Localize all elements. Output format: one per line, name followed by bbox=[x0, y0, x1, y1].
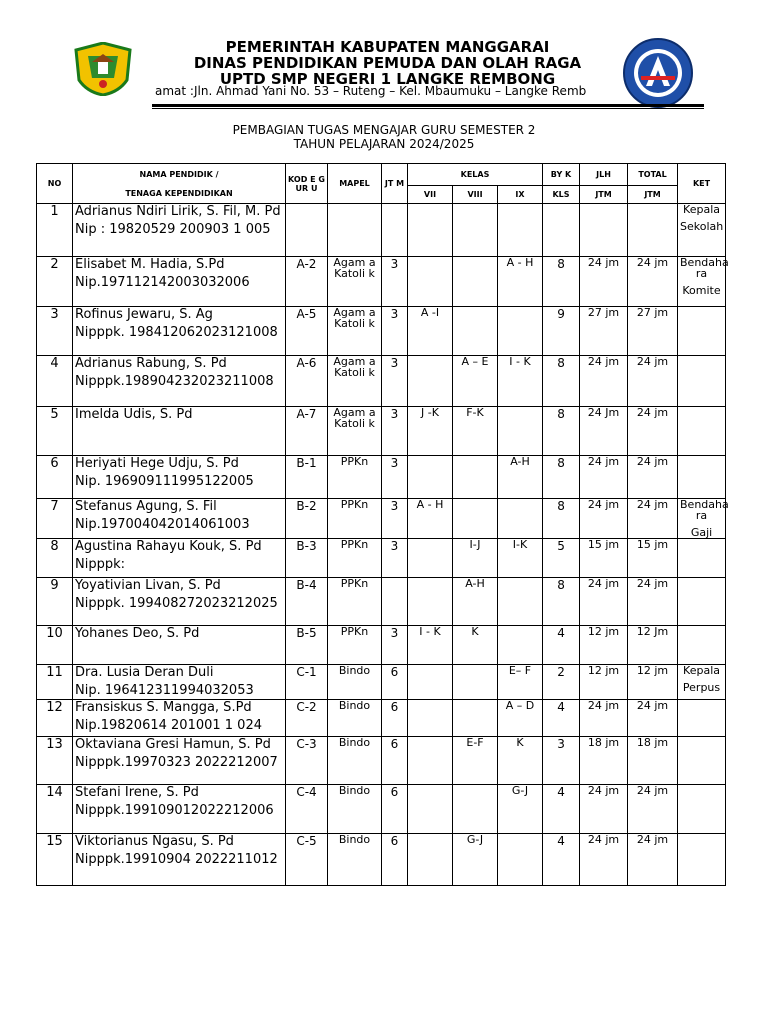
class-count: 4 bbox=[543, 626, 580, 665]
school-emblem-icon bbox=[621, 38, 695, 108]
remarks bbox=[678, 498, 729, 539]
class-vii bbox=[408, 700, 453, 737]
total-hours: 24 jm bbox=[628, 578, 678, 626]
remarks bbox=[678, 407, 726, 456]
class-vii bbox=[408, 665, 453, 700]
total-hours: 24 jm bbox=[628, 456, 678, 499]
teacher-code: A-5 bbox=[286, 307, 328, 356]
teacher-code: B-4 bbox=[286, 578, 328, 626]
teacher-nip: Nip.197004042014061003 bbox=[75, 517, 250, 532]
row-number: 1 bbox=[37, 204, 73, 257]
class-vii bbox=[408, 834, 453, 886]
teacher-name: Agustina Rahayu Kouk, S. Pd bbox=[75, 539, 262, 554]
header-name-line2: TENAGA KEPENDIDIKAN bbox=[125, 188, 233, 198]
remark-line2: Komite bbox=[682, 284, 721, 297]
hours-per-class: 3 bbox=[382, 626, 408, 665]
subject: Bindo bbox=[328, 700, 382, 737]
header-kode: KOD E GUR U bbox=[286, 164, 328, 204]
row-number: 8 bbox=[37, 539, 73, 578]
subject: PPKn bbox=[328, 456, 382, 499]
remarks bbox=[678, 256, 729, 307]
hours-per-class: 6 bbox=[382, 737, 408, 785]
teacher-cell bbox=[73, 307, 286, 356]
header-school-line: UPTD SMP NEGERI 1 LANGKE REMBONG bbox=[219, 70, 556, 88]
remark-line1: Bendaha ra bbox=[680, 256, 729, 280]
class-vii: A -I bbox=[408, 307, 453, 356]
row-number: 13 bbox=[37, 737, 73, 785]
class-ix bbox=[498, 578, 543, 626]
teacher-code: B-2 bbox=[286, 499, 328, 539]
teacher-name: Fransiskus S. Mangga, S.Pd bbox=[75, 700, 252, 715]
row-number: 12 bbox=[37, 700, 73, 737]
header-ket: KET bbox=[678, 164, 726, 204]
hours-per-class: 3 bbox=[382, 307, 408, 356]
remarks bbox=[678, 204, 726, 257]
class-viii bbox=[453, 204, 498, 257]
subject: PPKn bbox=[328, 578, 382, 626]
hours-per-class: 3 bbox=[382, 407, 408, 456]
class-ix bbox=[498, 834, 543, 886]
class-vii bbox=[408, 785, 453, 834]
hours-sum: 24 jm bbox=[580, 834, 628, 886]
remarks bbox=[678, 307, 726, 356]
subject: Agam a Katoli k bbox=[328, 257, 382, 307]
class-ix: G-J bbox=[498, 785, 543, 834]
row-number: 3 bbox=[37, 307, 73, 356]
teacher-cell bbox=[73, 539, 286, 578]
teacher-name: Adrianus Rabung, S. Pd bbox=[75, 356, 227, 371]
table-row bbox=[37, 456, 726, 499]
teacher-name: Dra. Lusia Deran Duli bbox=[75, 665, 214, 680]
class-ix: I-K bbox=[498, 539, 543, 578]
header-mapel: MAPEL bbox=[328, 164, 382, 204]
hours-sum: 12 jm bbox=[580, 665, 628, 700]
class-viii: A-H bbox=[453, 578, 498, 626]
teacher-name: Viktorianus Ngasu, S. Pd bbox=[75, 834, 234, 849]
total-hours: 24 jm bbox=[628, 834, 678, 886]
class-viii bbox=[453, 456, 498, 499]
table-row bbox=[37, 737, 726, 785]
header-name-line1: NAMA PENDIDIK / bbox=[139, 169, 219, 179]
teacher-code: A-2 bbox=[286, 257, 328, 307]
hours-per-class: 3 bbox=[382, 257, 408, 307]
teacher-code: C-1 bbox=[286, 665, 328, 700]
class-count: 8 bbox=[543, 499, 580, 539]
teacher-nip: Nipppk. 199408272023212025 bbox=[75, 596, 278, 611]
remarks bbox=[678, 665, 726, 700]
total-hours: 27 jm bbox=[628, 307, 678, 356]
header-ix: IX bbox=[498, 186, 543, 204]
header-jlh: JLH bbox=[580, 164, 628, 186]
class-count: 2 bbox=[543, 665, 580, 700]
total-hours: 18 jm bbox=[628, 737, 678, 785]
class-ix: E– F bbox=[498, 665, 543, 700]
total-hours bbox=[628, 204, 678, 257]
remarks bbox=[678, 834, 726, 886]
row-number: 2 bbox=[37, 257, 73, 307]
remark-line2: Gaji bbox=[690, 526, 713, 539]
class-count: 4 bbox=[543, 785, 580, 834]
class-count bbox=[543, 204, 580, 257]
class-vii bbox=[408, 578, 453, 626]
teacher-cell bbox=[73, 665, 286, 700]
header-total: TOTAL bbox=[628, 164, 678, 186]
header-kelas: KELAS bbox=[408, 164, 543, 186]
hours-per-class: 6 bbox=[382, 785, 408, 834]
teacher-cell bbox=[73, 257, 286, 307]
hours-sum: 12 jm bbox=[580, 626, 628, 665]
subject: Bindo bbox=[328, 834, 382, 886]
teaching-assignment-table bbox=[36, 163, 729, 886]
hours-per-class: 3 bbox=[382, 356, 408, 407]
header-rule-thick bbox=[152, 104, 704, 107]
remarks bbox=[678, 785, 726, 834]
teacher-cell bbox=[73, 204, 286, 257]
class-ix bbox=[498, 499, 543, 539]
class-vii bbox=[408, 456, 453, 499]
row-number: 6 bbox=[37, 456, 73, 499]
class-ix bbox=[498, 407, 543, 456]
class-ix: A – D bbox=[498, 700, 543, 737]
table-row bbox=[37, 204, 726, 257]
table-row bbox=[37, 700, 726, 737]
row-number: 14 bbox=[37, 785, 73, 834]
class-vii: I - K bbox=[408, 626, 453, 665]
remarks bbox=[678, 539, 726, 578]
hours-per-class: 3 bbox=[382, 539, 408, 578]
total-hours: 24 jm bbox=[628, 407, 678, 456]
class-viii bbox=[453, 665, 498, 700]
remarks bbox=[678, 737, 726, 785]
row-number: 7 bbox=[37, 499, 73, 539]
header-byk-kls: KLS bbox=[543, 186, 580, 204]
class-viii: E-F bbox=[453, 737, 498, 785]
teacher-code: C-4 bbox=[286, 785, 328, 834]
teacher-cell bbox=[73, 499, 286, 539]
class-ix: I - K bbox=[498, 356, 543, 407]
document-subtitle: TAHUN PELAJARAN 2024/2025 bbox=[293, 137, 475, 151]
subject: Bindo bbox=[328, 785, 382, 834]
header-no: NO bbox=[37, 164, 73, 204]
table-row bbox=[37, 665, 726, 700]
table-row bbox=[37, 307, 726, 356]
hours-per-class bbox=[382, 578, 408, 626]
class-viii bbox=[453, 700, 498, 737]
hours-sum: 24 jm bbox=[580, 785, 628, 834]
remarks bbox=[678, 700, 726, 737]
row-number: 11 bbox=[37, 665, 73, 700]
class-count: 4 bbox=[543, 834, 580, 886]
header-name bbox=[73, 164, 286, 204]
subject: Agam a Katoli k bbox=[328, 307, 382, 356]
teacher-code bbox=[286, 204, 328, 257]
header-government-line: PEMERINTAH KABUPATEN MANGGARAI bbox=[225, 38, 550, 56]
class-ix bbox=[498, 626, 543, 665]
hours-per-class: 6 bbox=[382, 700, 408, 737]
header-jlh-jtm: JTM bbox=[580, 186, 628, 204]
hours-per-class: 6 bbox=[382, 834, 408, 886]
remark-line1: Bendaha ra bbox=[680, 498, 729, 522]
class-ix: A - H bbox=[498, 257, 543, 307]
subject: Agam a Katoli k bbox=[328, 407, 382, 456]
table-row bbox=[37, 499, 726, 539]
total-hours: 24 jm bbox=[628, 257, 678, 307]
teacher-cell bbox=[73, 578, 286, 626]
class-vii bbox=[408, 204, 453, 257]
teacher-name: Yohanes Deo, S. Pd bbox=[75, 626, 200, 641]
class-vii bbox=[408, 356, 453, 407]
teacher-name: Stefanus Agung, S. Fil bbox=[75, 499, 217, 514]
table-row bbox=[37, 407, 726, 456]
header-viii: VIII bbox=[453, 186, 498, 204]
class-vii bbox=[408, 737, 453, 785]
class-viii bbox=[453, 785, 498, 834]
header-total-jtm: JTM bbox=[628, 186, 678, 204]
remarks bbox=[678, 456, 726, 499]
class-viii: A – E bbox=[453, 356, 498, 407]
class-vii bbox=[408, 257, 453, 307]
teacher-nip: Nip. 196909111995122005 bbox=[75, 474, 254, 489]
total-hours: 24 jm bbox=[628, 356, 678, 407]
teacher-cell bbox=[73, 785, 286, 834]
class-count: 9 bbox=[543, 307, 580, 356]
table-row bbox=[37, 785, 726, 834]
hours-sum: 27 jm bbox=[580, 307, 628, 356]
teacher-code: C-5 bbox=[286, 834, 328, 886]
hours-sum: 24 jm bbox=[580, 356, 628, 407]
class-count: 8 bbox=[543, 578, 580, 626]
table-row bbox=[37, 257, 726, 307]
teacher-cell bbox=[73, 407, 286, 456]
total-hours: 24 jm bbox=[628, 499, 678, 539]
remarks bbox=[678, 356, 726, 407]
teacher-name: Rofinus Jewaru, S. Ag bbox=[75, 307, 213, 322]
remarks bbox=[678, 626, 726, 665]
total-hours: 24 jm bbox=[628, 700, 678, 737]
teacher-name: Heriyati Hege Udju, S. Pd bbox=[75, 456, 239, 471]
class-vii bbox=[408, 539, 453, 578]
manggarai-regency-emblem-icon bbox=[74, 42, 132, 96]
teacher-nip: Nip : 19820529 200903 1 005 bbox=[75, 222, 271, 237]
table-row bbox=[37, 834, 726, 886]
teacher-nip: Nip.19820614 201001 1 024 bbox=[75, 718, 262, 733]
teacher-name: Imelda Udis, S. Pd bbox=[75, 407, 193, 422]
class-count: 8 bbox=[543, 257, 580, 307]
teacher-name: Adrianus Ndiri Lirik, S. Fil, M. Pd bbox=[75, 204, 281, 219]
teacher-code: C-3 bbox=[286, 737, 328, 785]
class-viii: K bbox=[453, 626, 498, 665]
subject: PPKn bbox=[328, 499, 382, 539]
class-count: 5 bbox=[543, 539, 580, 578]
subject bbox=[328, 204, 382, 257]
table-row bbox=[37, 356, 726, 407]
teacher-cell bbox=[73, 834, 286, 886]
class-count: 8 bbox=[543, 456, 580, 499]
remark-line1: Kepala bbox=[683, 664, 720, 677]
header-address: amat :Jln. Ahmad Yani No. 53 – Ruteng – Kel. Mbaumuku – Langke Remb bbox=[155, 84, 587, 98]
class-viii bbox=[453, 499, 498, 539]
teacher-nip: Nip.197112142003032006 bbox=[75, 275, 250, 290]
hours-sum: 24 jm bbox=[580, 578, 628, 626]
class-vii: A - H bbox=[408, 499, 453, 539]
class-viii: I-J bbox=[453, 539, 498, 578]
subject: PPKn bbox=[328, 626, 382, 665]
letterhead bbox=[0, 36, 768, 110]
hours-sum: 24 jm bbox=[580, 700, 628, 737]
table-row bbox=[37, 539, 726, 578]
teacher-code: A-6 bbox=[286, 356, 328, 407]
hours-sum: 24 jm bbox=[580, 456, 628, 499]
teacher-code: B-1 bbox=[286, 456, 328, 499]
hours-sum: 24 jm bbox=[580, 257, 628, 307]
subject: Bindo bbox=[328, 665, 382, 700]
teacher-name: Oktaviana Gresi Hamun, S. Pd bbox=[75, 737, 271, 752]
class-vii: J -K bbox=[408, 407, 453, 456]
teacher-nip: Nipppk: bbox=[75, 557, 126, 572]
header-vii: VII bbox=[408, 186, 453, 204]
row-number: 9 bbox=[37, 578, 73, 626]
table-row bbox=[37, 626, 726, 665]
remarks bbox=[678, 578, 726, 626]
document-title: PEMBAGIAN TUGAS MENGAJAR GURU SEMESTER 2 bbox=[232, 123, 536, 137]
header-rule-thin bbox=[152, 108, 704, 109]
hours-per-class: 3 bbox=[382, 456, 408, 499]
teacher-nip: Nip. 196412311994032053 bbox=[75, 683, 254, 698]
teacher-nip: Nipppk.198904232023211008 bbox=[75, 374, 274, 389]
teacher-cell bbox=[73, 737, 286, 785]
teacher-cell bbox=[73, 700, 286, 737]
hours-sum: 15 jm bbox=[580, 539, 628, 578]
row-number: 5 bbox=[37, 407, 73, 456]
teacher-cell bbox=[73, 626, 286, 665]
teacher-code: B-5 bbox=[286, 626, 328, 665]
hours-per-class: 6 bbox=[382, 665, 408, 700]
remark-line2: Perpus bbox=[682, 681, 721, 694]
header-agency-line: DINAS PENDIDIKAN PEMUDA DAN OLAH RAGA bbox=[193, 54, 582, 72]
total-hours: 15 jm bbox=[628, 539, 678, 578]
class-count: 8 bbox=[543, 407, 580, 456]
class-ix bbox=[498, 307, 543, 356]
class-viii bbox=[453, 257, 498, 307]
hours-sum bbox=[580, 204, 628, 257]
class-viii: G-J bbox=[453, 834, 498, 886]
teacher-nip: Nipppk.19910904 2022211012 bbox=[75, 852, 278, 867]
teacher-name: Elisabet M. Hadia, S.Pd bbox=[75, 257, 225, 272]
table-row bbox=[37, 578, 726, 626]
class-count: 4 bbox=[543, 700, 580, 737]
teacher-nip: Nipppk.19970323 2022212007 bbox=[75, 755, 278, 770]
row-number: 10 bbox=[37, 626, 73, 665]
class-ix: A-H bbox=[498, 456, 543, 499]
class-ix bbox=[498, 204, 543, 257]
teacher-name: Stefani Irene, S. Pd bbox=[75, 785, 199, 800]
teacher-code: C-2 bbox=[286, 700, 328, 737]
class-count: 3 bbox=[543, 737, 580, 785]
class-viii: F-K bbox=[453, 407, 498, 456]
class-ix: K bbox=[498, 737, 543, 785]
class-count: 8 bbox=[543, 356, 580, 407]
subject: PPKn bbox=[328, 539, 382, 578]
total-hours: 12 Jm bbox=[628, 626, 678, 665]
hours-sum: 24 Jm bbox=[580, 407, 628, 456]
row-number: 4 bbox=[37, 356, 73, 407]
remark-line2: Sekolah bbox=[680, 220, 724, 233]
teacher-code: B-3 bbox=[286, 539, 328, 578]
teacher-name: Yoyativian Livan, S. Pd bbox=[75, 578, 221, 593]
teacher-code: A-7 bbox=[286, 407, 328, 456]
remark-line1: Kepala bbox=[683, 203, 720, 216]
class-viii bbox=[453, 307, 498, 356]
subject: Agam a Katoli k bbox=[328, 356, 382, 407]
row-number: 15 bbox=[37, 834, 73, 886]
hours-sum: 24 jm bbox=[580, 499, 628, 539]
teacher-cell bbox=[73, 456, 286, 499]
hours-sum: 18 jm bbox=[580, 737, 628, 785]
header-jtm: JT M bbox=[382, 164, 408, 204]
header-byk: BY K bbox=[543, 164, 580, 186]
teacher-cell bbox=[73, 356, 286, 407]
teacher-nip: Nipppk. 198412062023121008 bbox=[75, 325, 278, 340]
total-hours: 12 jm bbox=[628, 665, 678, 700]
hours-per-class bbox=[382, 204, 408, 257]
hours-per-class: 3 bbox=[382, 499, 408, 539]
teacher-nip: Nipppk.199109012022212006 bbox=[75, 803, 274, 818]
subject: Bindo bbox=[328, 737, 382, 785]
total-hours: 24 jm bbox=[628, 785, 678, 834]
